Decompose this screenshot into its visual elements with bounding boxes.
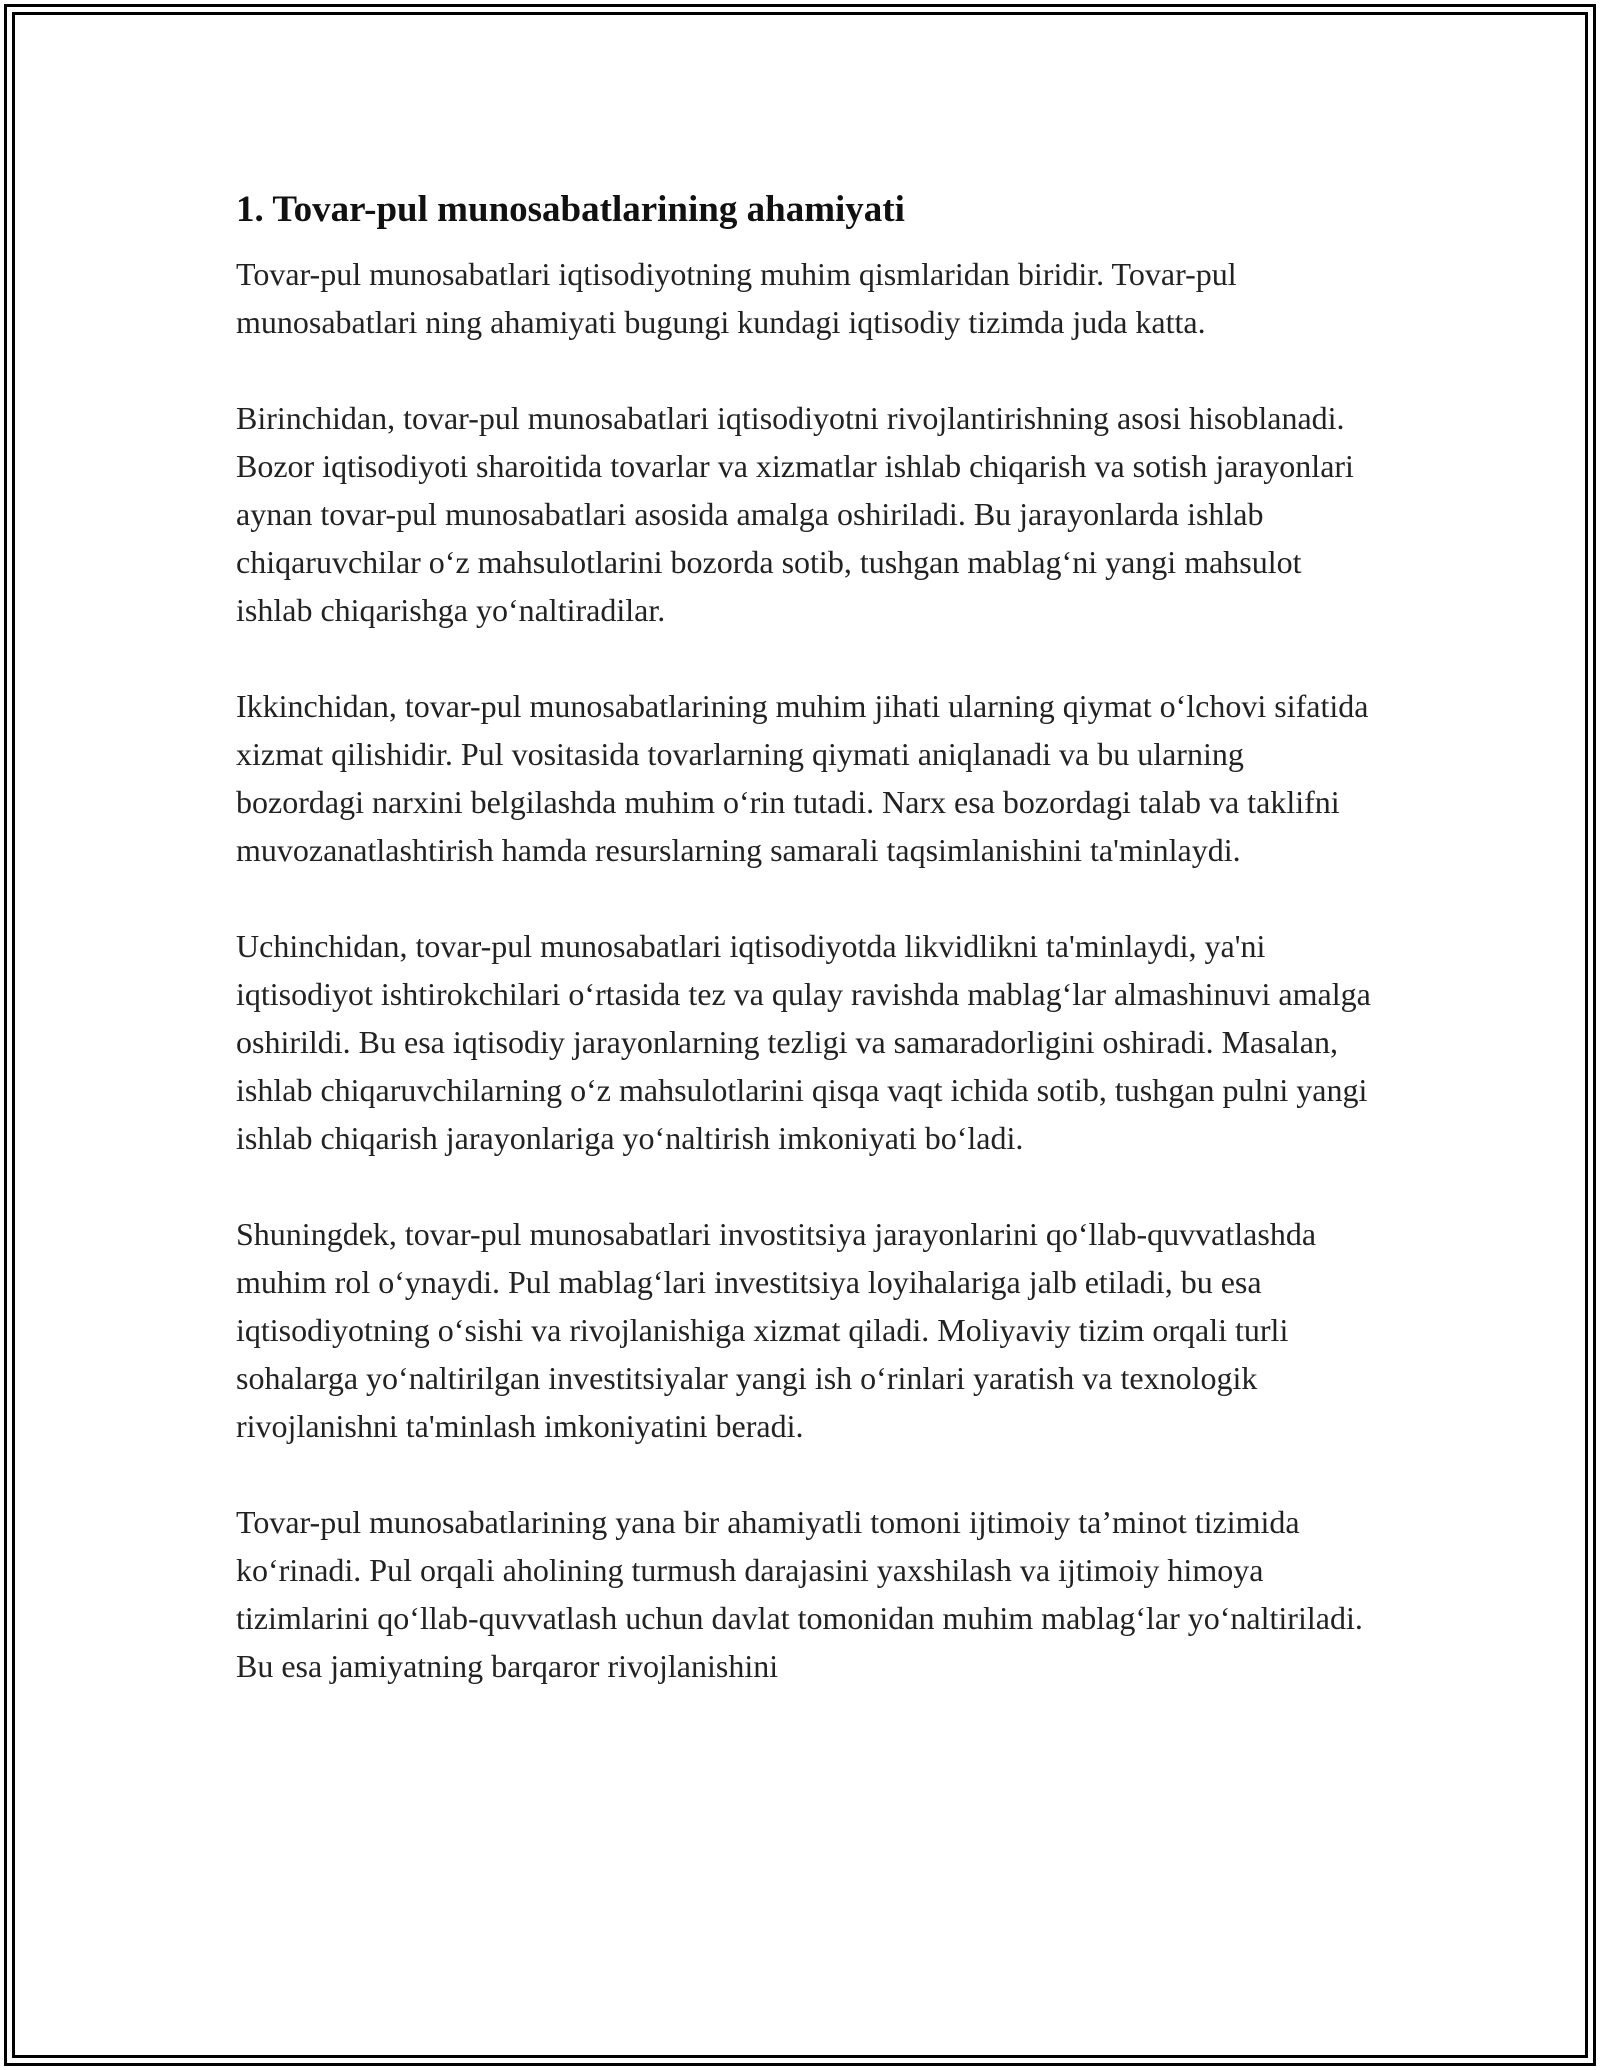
paragraph-1: Tovar-pul munosabatlari iqtisodiyotning muhim qismlaridan biridir. Tovar-pul munosabatlari ning ahamiyati bugungi kundagi iqtisodiy tizimda juda katta. [236, 256, 1237, 340]
paragraph-4: Uchinchidan, tovar-pul munosabatlari iqtisodiyotda likvidlikni ta'minlaydi, ya'ni iqtisodiyot ishtirokchilari o‘rtasida tez va qulay ravishda mablag‘lar almashinuvi amalga oshirildi. Bu esa iqtisodiy jarayonlarning tezligi va samaradorligini oshiradi. Masalan, ishlab chiqaruvchilarning o‘z mahsulotlarini qisqa vaqt ichida sotib, tushgan pulni yangi ishlab chiqarish jarayonlariga yo‘naltirish imkoniyati bo‘ladi. [236, 928, 1371, 1156]
document-page [236, 186, 1376, 1738]
paragraph-6: Tovar-pul munosabatlarining yana bir ahamiyatli tomoni ijtimoiy ta’minot tizimida ko‘rinadi. Pul orqali aholining turmush darajasini yaxshilash va ijtimoiy himoya tizimlarini qo‘llab-quvvatlash uchun davlat tomonidan muhim mablag‘lar yo‘naltiriladi. Bu esa jamiyatning barqaror rivojlanishini [236, 1504, 1363, 1684]
paragraph-5: Shuningdek, tovar-pul munosabatlari invostitsiya jarayonlarini qo‘llab-quvvatlashda muhim rol o‘ynaydi. Pul mablag‘lari investitsiya loyihalariga jalb etiladi, bu esa iqtisodiyotning o‘sishi va rivojlanishiga xizmat qiladi. Moliyaviy tizim orqali turli sohalarga yo‘naltirilgan investitsiyalar yangi ish o‘rinlari yaratish va texnologik rivojlanishni ta'minlash imkoniyatini beradi. [236, 1216, 1317, 1444]
section-heading: 1. Tovar-pul munosabatlarining ahamiyati [236, 189, 905, 230]
paragraph-3: Ikkinchidan, tovar-pul munosabatlarining muhim jihati ularning qiymat o‘lchovi sifatida xizmat qilishidir. Pul vositasida tovarlarning qiymati aniqlanadi va bu ularning bozordagi narxini belgilashda muhim o‘rin tutadi. Narx esa bozordagi talab va taklifni muvozanatlashtirish hamda resurslarning samarali taqsimlanishini ta'minlaydi. [236, 688, 1369, 868]
paragraph-2: Birinchidan, tovar-pul munosabatlari iqtisodiyotni rivojlantirishning asosi hisoblanadi. Bozor iqtisodiyoti sharoitida tovarlar va xizmatlar ishlab chiqarish va sotish jarayonlari aynan tovar-pul munosabatlari asosida amalga oshiriladi. Bu jarayonlarda ishlab chiqaruvchilar o‘z mahsulotlarini bozorda sotib, tushgan mablag‘ni yangi mahsulot ishlab chiqarishga yo‘naltiradilar. [236, 400, 1354, 628]
